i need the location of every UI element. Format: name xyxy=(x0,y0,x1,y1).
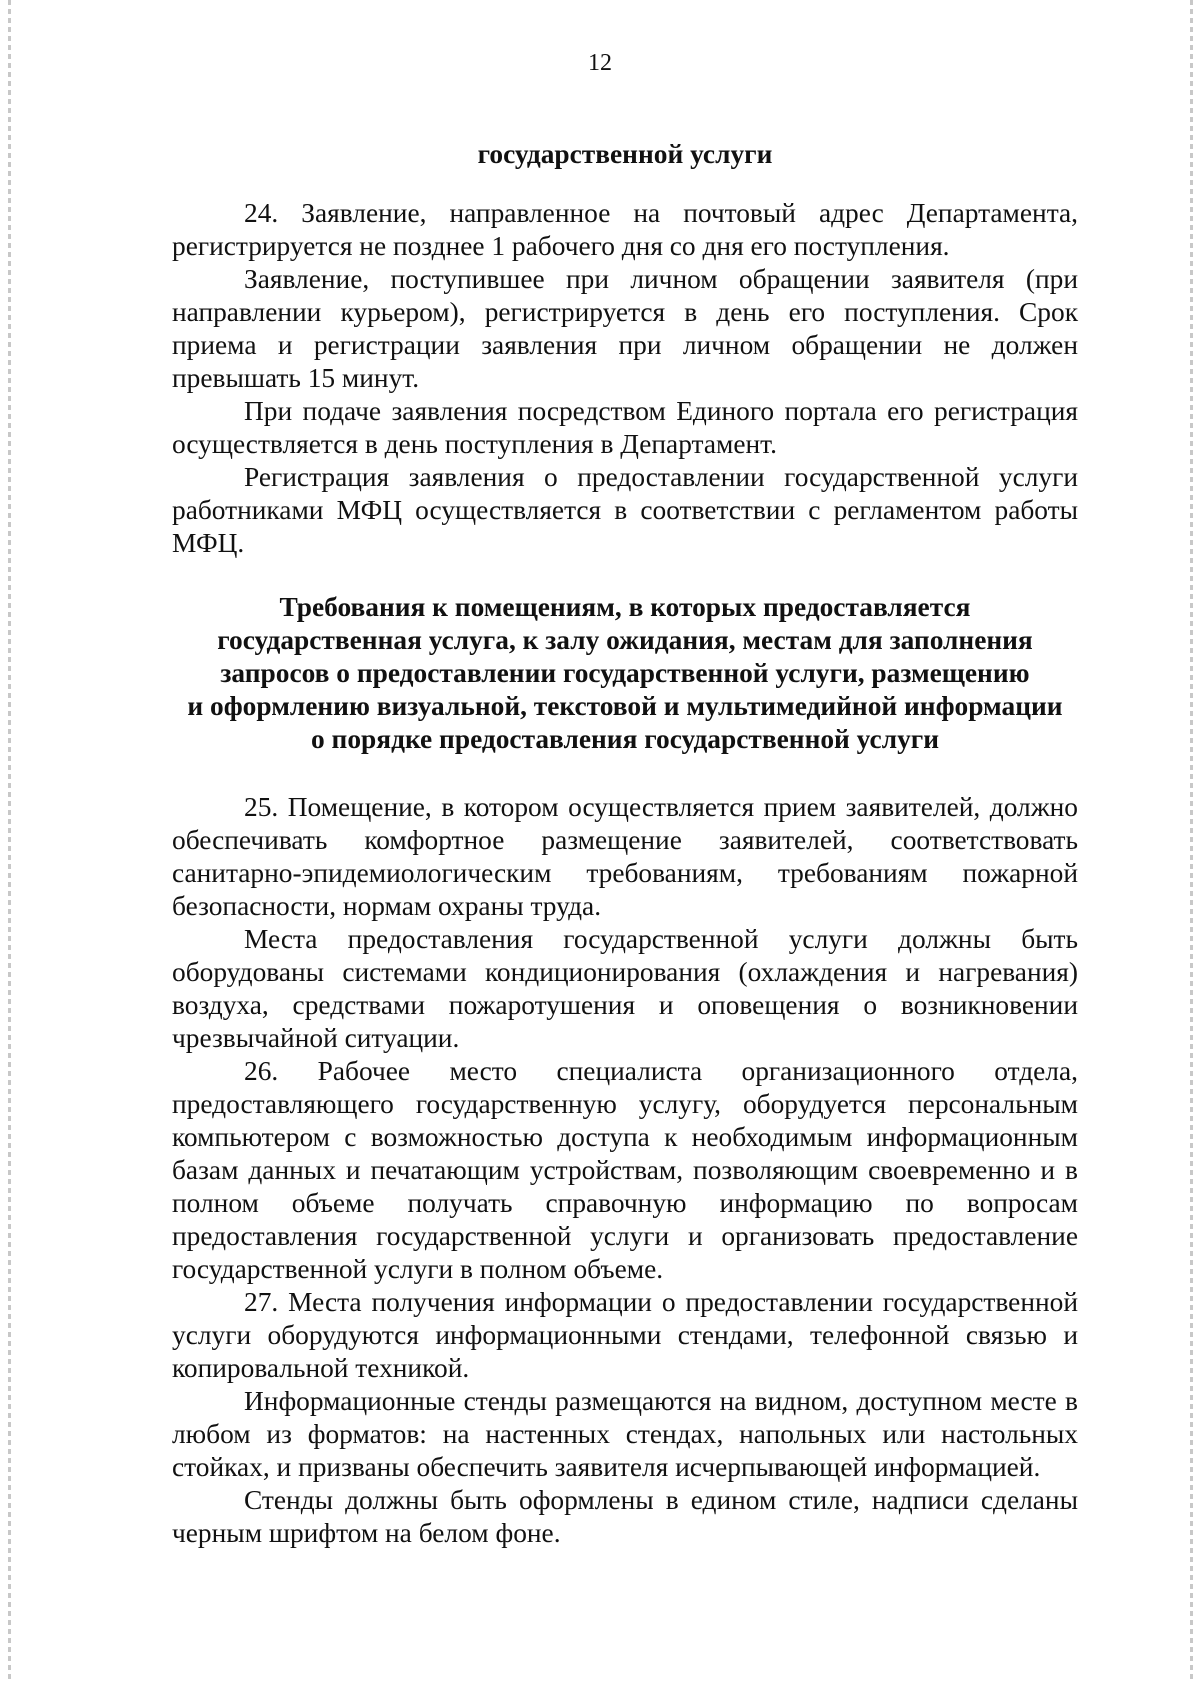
paragraph-stand-style: Стенды должны быть оформлены в едином стиле, надписи сделаны черным шрифтом на белом фоне. xyxy=(172,1485,1078,1548)
section-heading-line: о порядке предоставления государственной услуги xyxy=(311,724,939,754)
document-body xyxy=(172,138,1078,1550)
paragraph-portal-registration: При подаче заявления посредством Единого портала его регистрация осуществляется в день поступления в Департамент. xyxy=(172,396,1078,459)
section-heading xyxy=(172,591,1078,756)
paragraph-mfc-registration: Регистрация заявления о предоставлении государственной услуги работниками МФЦ осуществляется в соответствии с регламентом работы МФЦ. xyxy=(172,462,1078,558)
continued-heading: государственной услуги xyxy=(477,139,773,169)
paragraph-27: 27. Места получения информации о предоставлении государственной услуги оборудуются информационными стендами, телефонной связью и копировальной техникой. xyxy=(172,1287,1078,1383)
paragraph-service-locations: Места предоставления государственной услуги должны быть оборудованы системами кондиционирования (охлаждения и нагревания) воздуха, средствами пожаротушения и оповещения о возникновении чрезвычайной ситуации. xyxy=(172,924,1078,1053)
paragraph-info-stands: Информационные стенды размещаются на видном, доступном месте в любом из форматов: на настенных стендах, напольных или настольных стойках, и призваны обеспечить заявителя исчерпывающей информацией. xyxy=(172,1386,1078,1482)
paragraph-26: 26. Рабочее место специалиста организационного отдела, предоставляющего государственную услугу, оборудуется персональным компьютером с возможностью доступа к необходимым информационным базам данных и печатающим устройствам, позволяющим своевременно и в полном объеме получать справочную информацию по вопросам предоставления государственной услуги и организовать предоставление государственной услуги в полном объеме. xyxy=(172,1056,1078,1284)
paragraph-25: 25. Помещение, в котором осуществляется прием заявителей, должно обеспечивать комфортное размещение заявителей, соответствовать санитарно-эпидемиологическим требованиям, требованиям пожарной безопасности, нормам охраны труда. xyxy=(172,792,1078,921)
section-heading-line: и оформлению визуальной, текстовой и мультимедийной информации xyxy=(187,691,1063,721)
section-heading-line: государственная услуга, к залу ожидания, местам для заполнения xyxy=(217,625,1033,655)
paragraph-personal-submission: Заявление, поступившее при личном обращении заявителя (при направлении курьером), регистрируется в день его поступления. Срок приема и регистрации заявления при личном обращении не должен превышать 15 минут. xyxy=(172,264,1078,393)
scan-edge-right xyxy=(1190,0,1193,1683)
page-number: 12 xyxy=(588,50,612,76)
section-heading-line: Требования к помещениям, в которых предоставляется xyxy=(279,592,971,622)
paragraph-24: 24. Заявление, направленное на почтовый адрес Департамента, регистрируется не позднее 1 рабочего дня со дня его поступления. xyxy=(172,198,1078,261)
scan-edge-left xyxy=(8,0,11,1683)
section-heading-line: запросов о предоставлении государственной услуги, размещению xyxy=(220,658,1030,688)
